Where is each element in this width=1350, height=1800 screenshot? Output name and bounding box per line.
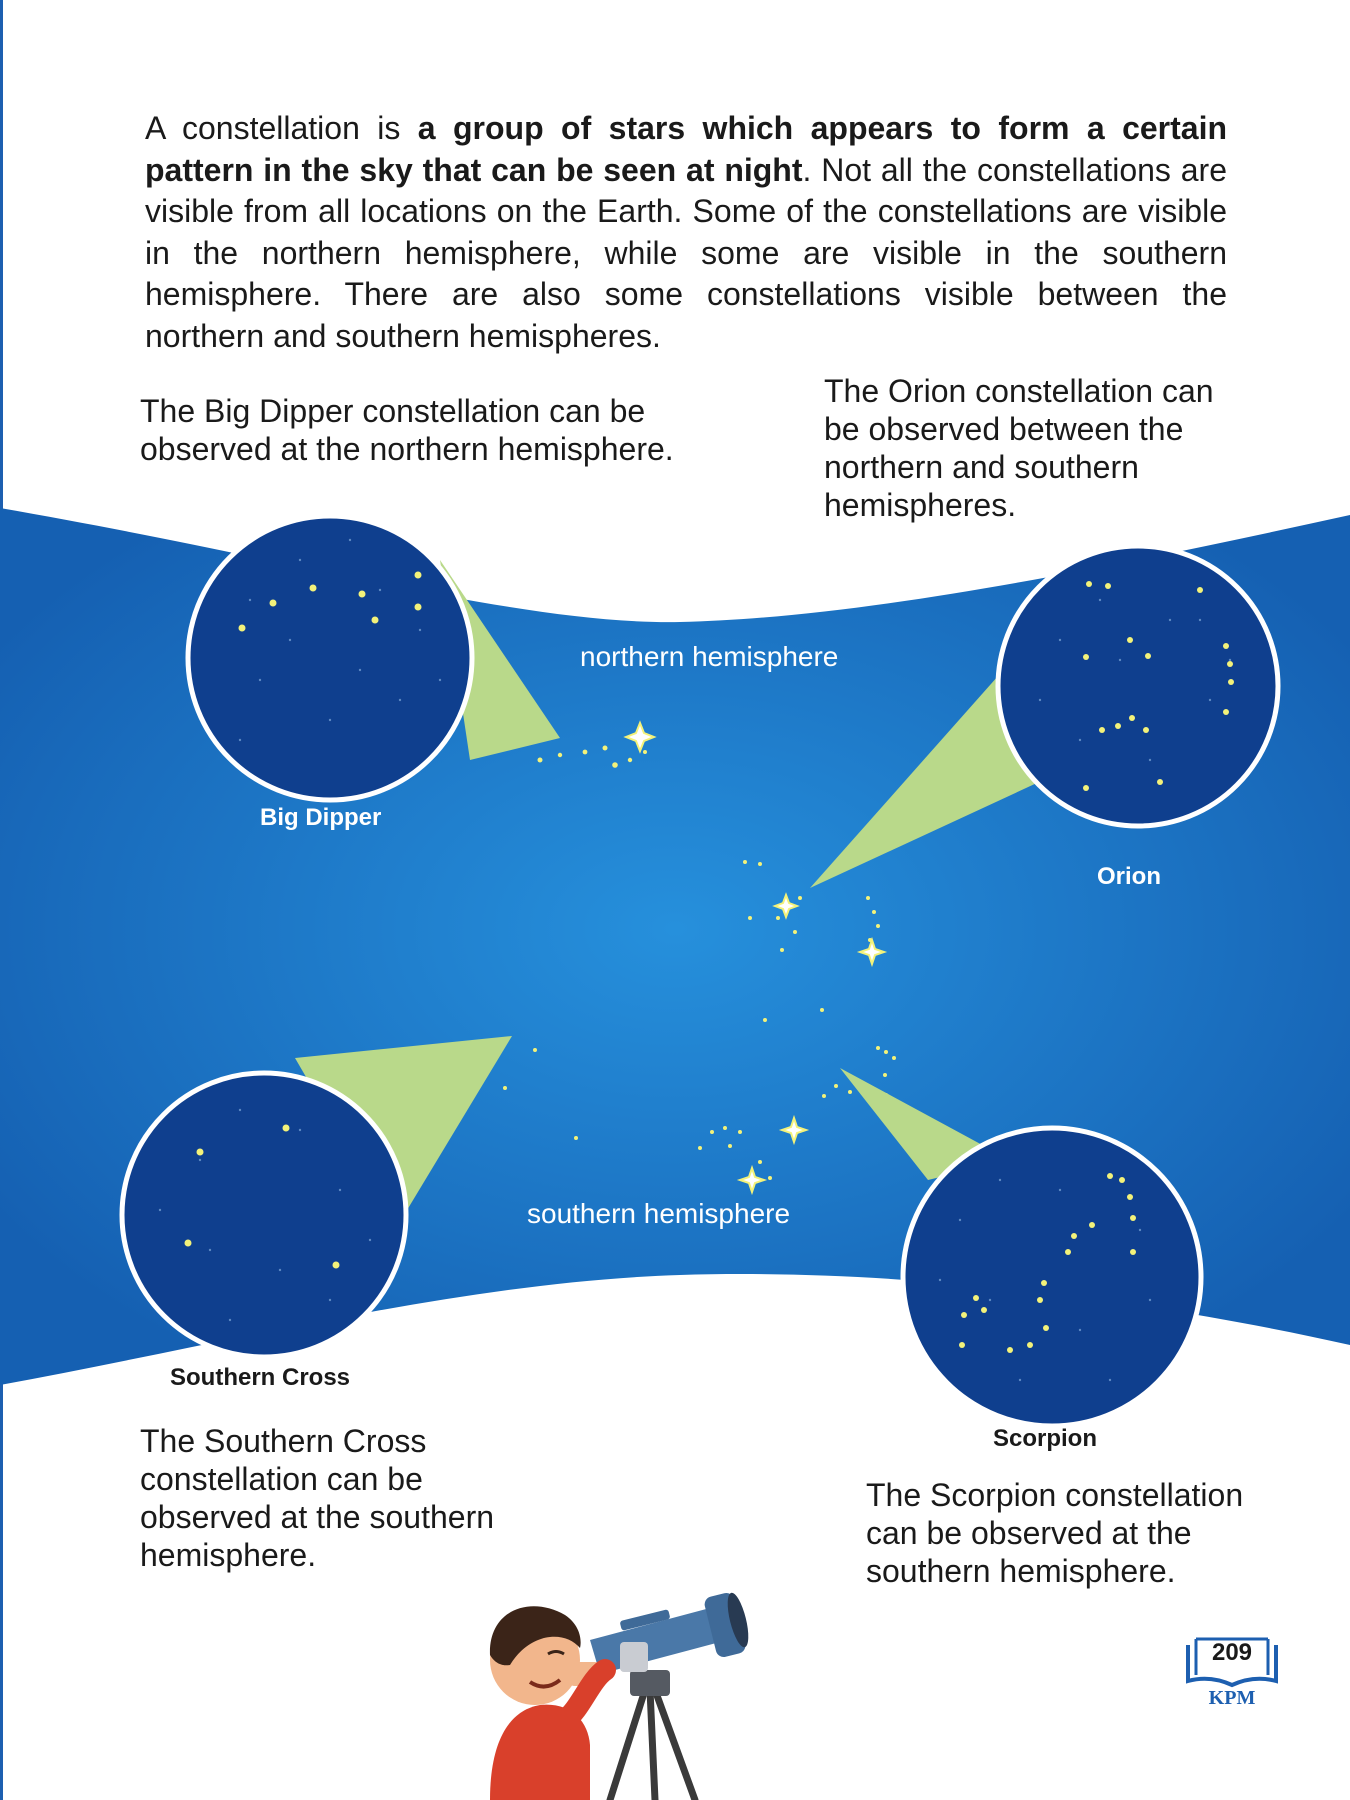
telescope (590, 1591, 753, 1674)
southern-hemisphere-label: southern hemisphere (527, 1198, 791, 1229)
intro-lead: A constellation is (145, 110, 418, 146)
page-number-badge (1180, 1635, 1284, 1715)
orion-label: Orion (1097, 863, 1161, 890)
tripod-head (630, 1670, 670, 1696)
southern-cross-label: Southern Cross (170, 1364, 351, 1391)
intro-rest: . Not all the constellations are visible from all locations on the Earth. Some of the constellations are visible in the northern hemisphere, while some are visible in the southern hemisphere. There are also some constellations visible between the northern and southern hemispheres. (145, 151, 1228, 354)
tripod (610, 1690, 695, 1800)
orion-caption: The Orion constellation can be observed between the northern and southern hemispheres. (824, 373, 1214, 523)
big-dipper-caption: The Big Dipper constellation can be observed at the northern hemisphere. (140, 393, 674, 467)
southern-cross-view (122, 1073, 406, 1357)
big-dipper-view (188, 516, 472, 800)
page-number: 209 (1211, 1639, 1253, 1666)
scorpion-label: Scorpion (993, 1425, 1098, 1452)
scorpion-caption: The Scorpion constellation can be observed at the southern hemisphere. (866, 1477, 1244, 1589)
boy-with-telescope-illustration (470, 1570, 810, 1800)
intro-definition: a group of stars which appears to form a certain pattern in the sky that can be seen at night (145, 110, 1228, 188)
orion-view (998, 546, 1278, 826)
southern-cross-caption: The Southern Cross constellation can be observed at the southern hemisphere. (140, 1423, 495, 1573)
big-dipper-label: Big Dipper (260, 804, 382, 831)
northern-hemisphere-label: northern hemisphere (580, 641, 839, 672)
publisher-logo-text: KPM (1208, 1687, 1256, 1709)
boy (490, 1606, 605, 1800)
scorpion-view (903, 1128, 1201, 1426)
